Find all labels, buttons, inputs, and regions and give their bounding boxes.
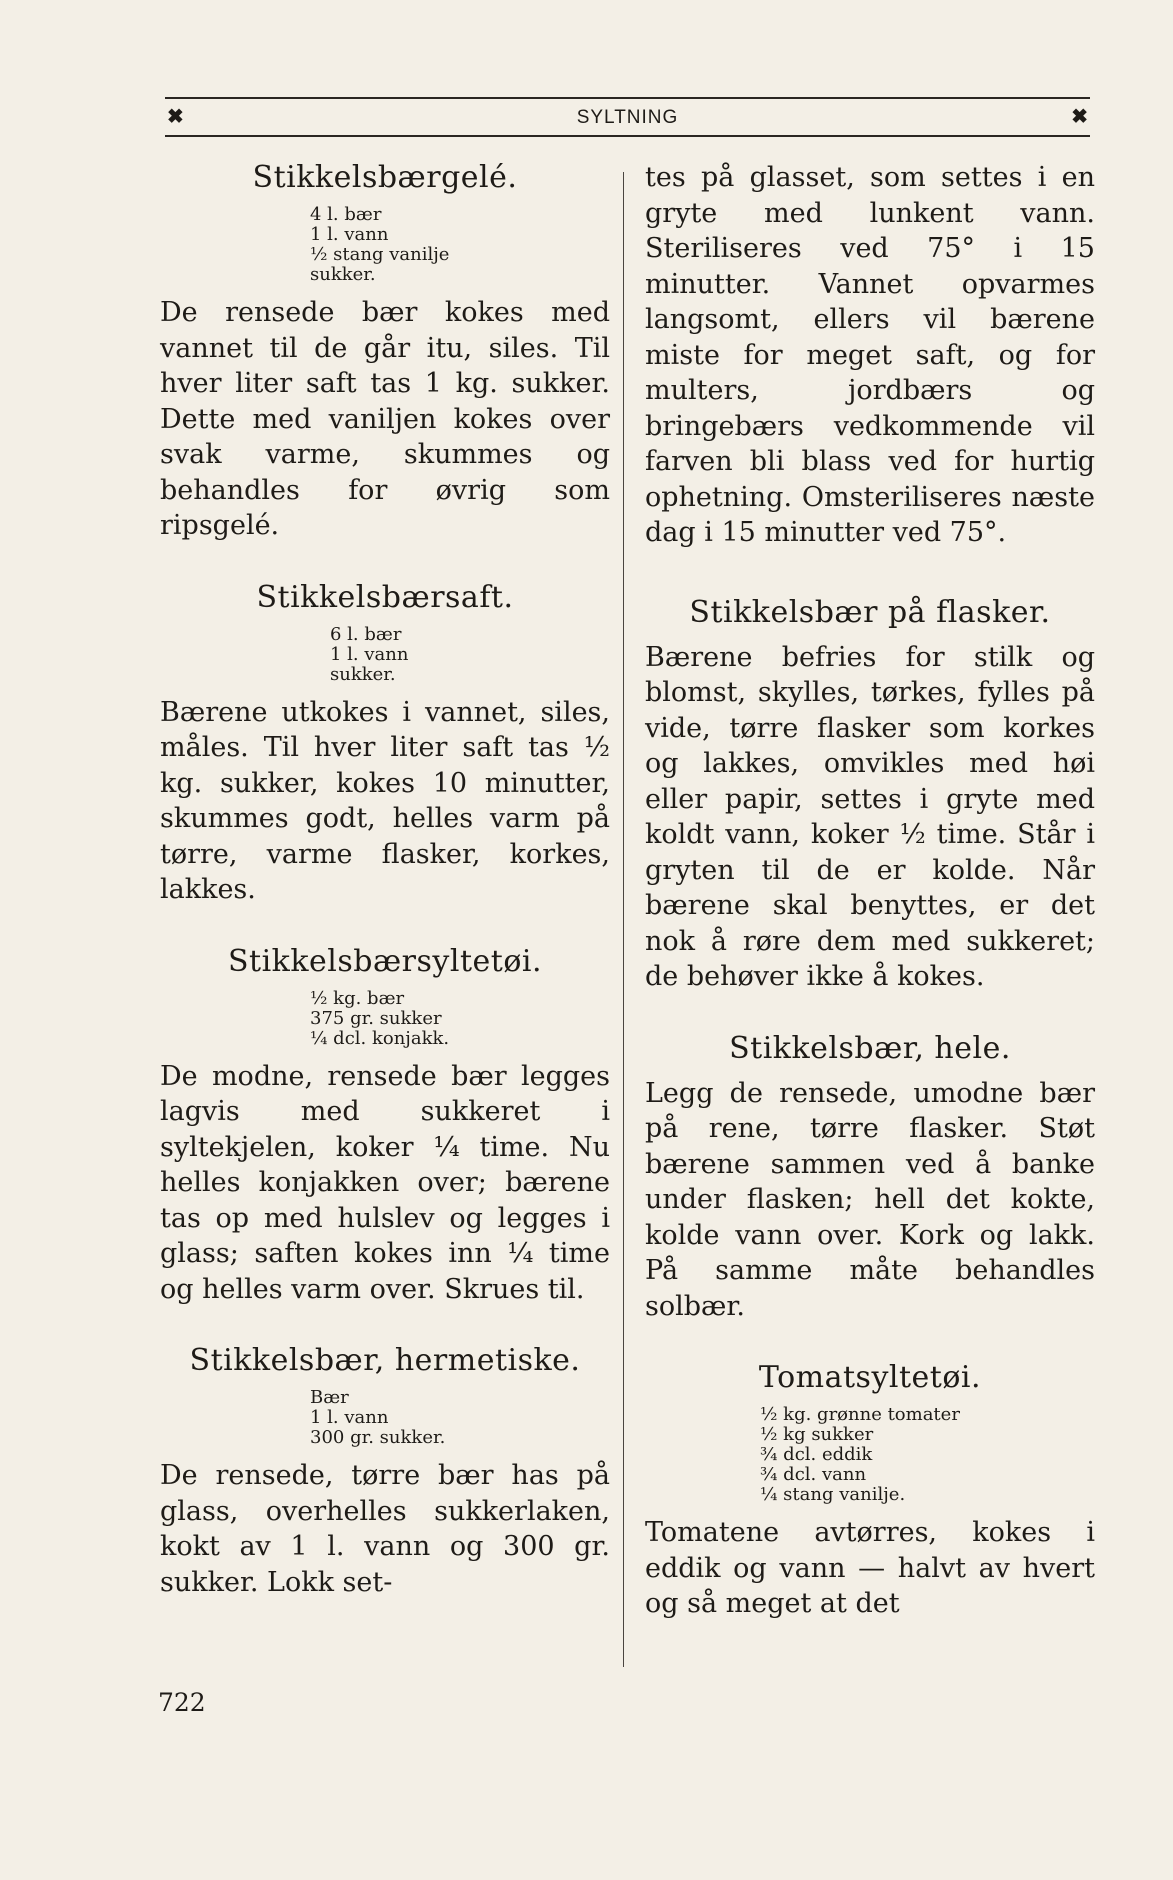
recipe-title: Stikkelsbær, hermetiske. — [189, 1343, 581, 1378]
ingredient-line: ½ kg. grønne tomater — [760, 1404, 960, 1425]
recipe — [160, 160, 610, 544]
recipe — [160, 1343, 610, 1600]
running-header — [165, 97, 1090, 137]
ingredient-line: 375 gr. sukker — [310, 1007, 442, 1029]
column-divider — [623, 172, 624, 1667]
left-column — [160, 160, 610, 1636]
ornament-left-icon: ✖ — [167, 104, 184, 128]
ingredient-line: 4 l. bær — [310, 204, 382, 225]
recipe-title: Stikkelsbærsyltetøi. — [227, 943, 543, 979]
ingredient-line: 6 l. bær — [330, 623, 402, 645]
ingredient-list — [160, 205, 610, 285]
recipe-title: Tomatsyltetøi. — [758, 1360, 982, 1395]
recipe-instructions: Bærene befries for stilk og blomst, skylles, tørkes, fylles på vide, tørre flasker som korkes og lakkes, omvikles med høi eller papir, settes i gryte med koldt vann, koker ½ time. Står i gryten til de er kolde. Når bærene skal benyttes, er det nok å røre dem med sukkeret; de behøver ikke å kokes. — [645, 641, 1095, 992]
right-column — [645, 160, 1095, 1658]
ingredient-line: ¼ dcl. konjakk. — [310, 1027, 450, 1049]
recipe-instructions: De rensede, tørre bær has på glass, overhelles sukkerlaken, kokt av 1 l. vann og 300 gr. sukker. Lokk set- — [160, 1460, 610, 1598]
recipe-title: Stikkelsbær på flasker. — [689, 594, 1051, 630]
ingredient-line: 300 gr. sukker. — [310, 1427, 446, 1448]
ingredient-list — [645, 1405, 1095, 1505]
recipe-instructions: Legg de rensede, umodne bær på rene, tørre flasker. Støt bærene sammen ved å banke under flasken; hell det kokte, kolde vann over. Kork og lakk. På samme måte behandles solbær. — [645, 1077, 1095, 1322]
recipe-instructions: De modne, rensede bær legges lagvis med sukkeret i syltekjelen, koker ¼ time. Nu helles konjakken over; bærene tas op med hulslev og legges i glass; saften kokes inn ¼ time og helles varm over. Skrues til. — [160, 1060, 610, 1305]
ingredient-line: sukker. — [330, 663, 396, 685]
ingredient-line: ¾ dcl. vann — [760, 1464, 867, 1485]
recipe — [645, 1360, 1095, 1622]
recipe — [645, 595, 1095, 995]
recipe-title: Stikkelsbærgelé. — [252, 160, 518, 195]
ingredient-line: 1 l. vann — [310, 224, 389, 245]
ingredient-line: ½ stang vanilje — [310, 244, 450, 265]
continued-text: tes på glasset, som settes i en gryte med lunkent vann. Steriliseres ved 75° i 15 minutter. Vannet opvarmes langsomt, ellers vil bærene miste for meget saft, og for multers, jordbærs og bringebærs vedkommende vil farven bli blass ved for hurtig ophetning. Omsteriliseres næste dag i 15 minutter ved 75°. — [645, 162, 1095, 548]
ingredient-list — [160, 989, 610, 1049]
recipe-title: Stikkelsbærsaft. — [256, 579, 514, 615]
recipe-instructions: Bærene utkokes i vannet, siles, måles. Til hver liter saft tas ½ kg. sukker, kokes 10 minutter, skummes godt, helles varm på tørre, varme flasker, korkes, lakkes. — [160, 696, 610, 905]
ingredient-line: sukker. — [310, 264, 376, 285]
ornament-right-icon: ✖ — [1071, 104, 1088, 128]
ingredient-line: ¼ stang vanilje. — [760, 1484, 906, 1505]
recipe — [645, 1031, 1095, 1325]
ingredient-line: ¾ dcl. eddik — [760, 1444, 873, 1465]
ingredient-line: Bær — [310, 1387, 349, 1408]
recipe-instructions: Tomatene avtørres, kokes i eddik og vann — halvt av hvert og så meget at det — [645, 1517, 1095, 1619]
ingredient-list — [160, 1388, 610, 1448]
page-number: 722 — [158, 1688, 206, 1717]
recipe-title: Stikkelsbær, hele. — [729, 1030, 1011, 1066]
ingredient-line: 1 l. vann — [310, 1407, 389, 1428]
recipe — [160, 944, 610, 1308]
ingredient-line: ½ kg sukker — [760, 1424, 874, 1445]
recipe-instructions: De rensede bær kokes med vannet til de går itu, siles. Til hver liter saft tas 1 kg. sukker. Dette med vaniljen kokes over svak varme, skummes og behandles for øvrig som ripsgelé. — [160, 297, 610, 541]
ingredient-list — [160, 625, 610, 685]
ingredient-line: 1 l. vann — [330, 643, 409, 665]
recipe — [160, 580, 610, 908]
header-title: SYLTNING — [576, 107, 679, 128]
ingredient-line: ½ kg. bær — [310, 987, 405, 1009]
